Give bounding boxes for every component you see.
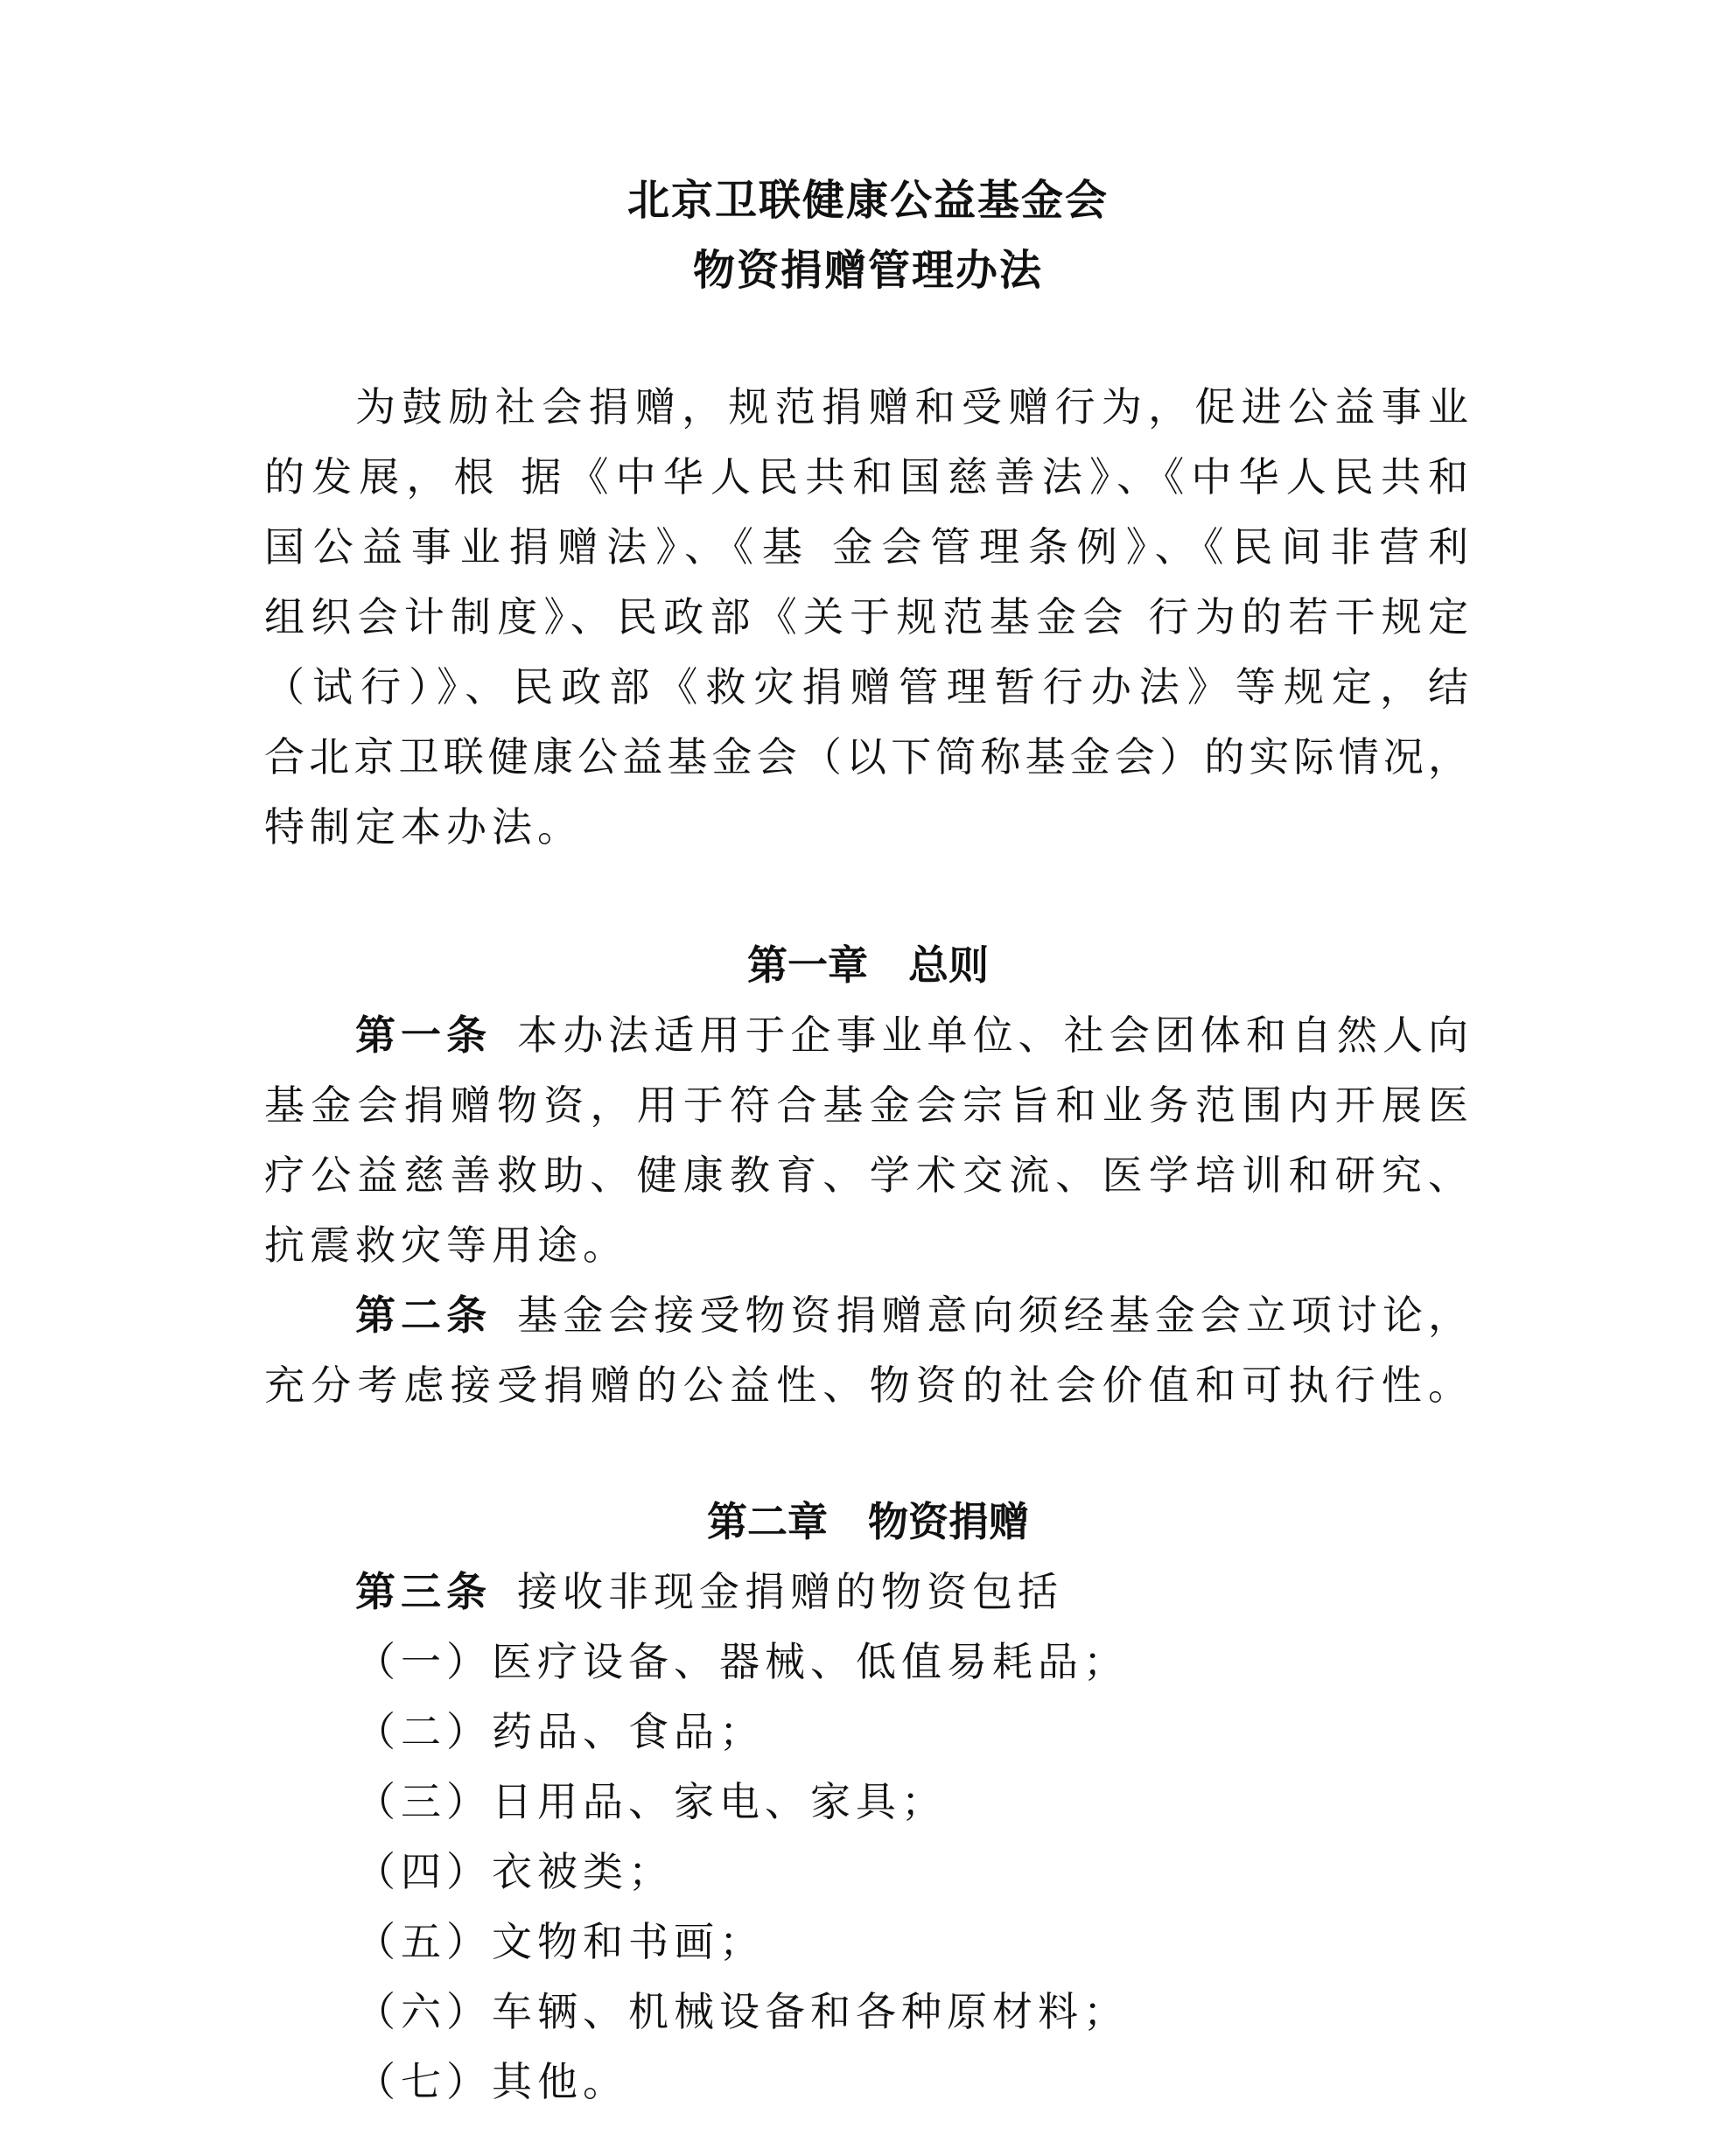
article-label: 第二条 — [355, 1292, 493, 1339]
preamble-line: 国公益事业捐赠法》、《基 金会管理条例》、《民间非营利 — [264, 523, 1468, 570]
list-item: （二）药品、食品； — [355, 1708, 765, 1755]
list-item: （四）衣被类； — [355, 1848, 674, 1895]
list-item: （五）文物和书画； — [355, 1918, 765, 1965]
list-item: （七）其他。 — [355, 2058, 628, 2105]
article-line: 抗震救灾等用途。 — [264, 1222, 628, 1269]
list-item: （一）医疗设备、器械、低值易耗品； — [355, 1638, 1129, 1685]
article-line: 充分考虑接受捐赠的公益性、物资的社会价值和可执行性。 — [264, 1362, 1468, 1409]
preamble-line: 特制定本办法。 — [264, 803, 583, 850]
document-title-line2: 物资捐赠管理办法 — [692, 246, 1043, 295]
article-text: 本办法适用于企事业单位、社会团体和自然人向 — [512, 1012, 1468, 1059]
chapter-heading: 第二章 物资捐赠 — [707, 1498, 1029, 1545]
article-label: 第三条 — [355, 1568, 492, 1615]
article-line — [355, 1012, 1468, 1059]
preamble-line: 组织会计制度》、民政部《关于规范基金会 行为的若干规定 — [264, 593, 1468, 640]
list-item: （三）日用品、家电、家具； — [355, 1778, 947, 1825]
article-line: 疗公益慈善救助、健康教育、学术交流、医学培训和研究、 — [264, 1152, 1468, 1199]
article-line: 基金会捐赠物资，用于符合基金会宗旨和业务范围内开展医 — [264, 1082, 1468, 1129]
document-title-line1: 北京卫联健康公益基金会 — [626, 176, 1109, 225]
article-text: 接收非现金捐赠的物资包括 — [517, 1568, 1063, 1615]
preamble-line: 合北京卫联健康公益基金会（以下简称基金会）的实际情况， — [264, 733, 1468, 780]
preamble-line: 的发展，根 据《中华人民共和国慈善法》、《中华人民共和 — [264, 453, 1468, 500]
article-label: 第一条 — [355, 1012, 493, 1059]
preamble-line: （试行）》、民政部《救灾捐赠管理暂行办法》等规定，结 — [264, 663, 1468, 710]
preamble-line: 为鼓励社会捐赠，规范捐赠和受赠行为，促进公益事业 — [355, 383, 1468, 430]
list-item: （六）车辆、机械设备和各种原材料； — [355, 1988, 1129, 2035]
article-line — [355, 1568, 1063, 1615]
article-line — [355, 1292, 1468, 1339]
article-text: 基金会接受物资捐赠意向须经基金会立项讨论， — [512, 1292, 1468, 1339]
chapter-heading: 第一章 总则 — [747, 942, 989, 989]
